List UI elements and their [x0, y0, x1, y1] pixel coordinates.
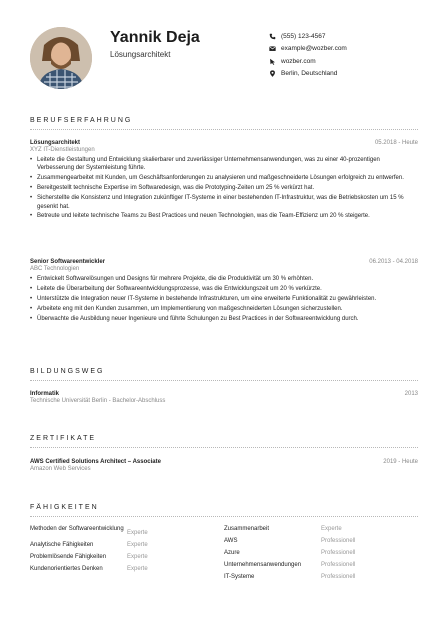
contact-list — [268, 30, 347, 80]
entry-date: 06.2013 - 04.2018 — [369, 259, 418, 265]
bullet-item: • Leitete die Gestaltung und Entwicklung skalierbarer und zuverlässiger Unternehmensanwendungen, was zu einer 40-prozentigen Verbesserung der Systemleistung führte. — [30, 156, 418, 173]
contact-website — [268, 55, 347, 68]
skill-name: Zusammenarbeit — [224, 526, 270, 532]
location-pin-icon — [268, 70, 277, 78]
contact-phone — [268, 30, 347, 43]
section-divider — [30, 380, 418, 381]
contact-location — [268, 68, 347, 81]
experience-heading: BERUFSERFAHRUNG — [30, 117, 133, 124]
skill-level: Experte — [127, 542, 148, 548]
contact-email — [268, 43, 347, 56]
entry-company: ABC Technologien — [30, 266, 80, 272]
skill-name: Problemlösende Fähigkeiten — [30, 554, 107, 560]
bullet-item: • Sicherstellte die Konsistenz und Integration zukünftiger IT-Systeme in einer bestehenden IT-Infrastruktur, was die Betriebskosten um 15 % gesenkt hat. — [30, 194, 418, 211]
entry-issuer: Amazon Web Services — [30, 466, 91, 472]
experience-entry — [30, 140, 418, 222]
skill-item — [224, 562, 418, 570]
skill-level: Experte — [321, 526, 342, 532]
skills-column-right — [224, 526, 418, 586]
skill-item — [224, 538, 418, 546]
skill-item — [224, 574, 418, 582]
experience-entry — [30, 259, 418, 325]
location-text: Berlin, Deutschland — [281, 70, 338, 78]
candidate-name: Yannik Deja — [110, 29, 200, 46]
bullet-item: • Bereitgestellt technische Expertise im Softwaredesign, was die Prototyping-Zeiten um 25 % verkürzt hat. — [30, 184, 418, 192]
section-divider — [30, 129, 418, 130]
entry-title: Senior Softwareentwickler — [30, 259, 106, 265]
link-icon — [268, 57, 277, 65]
entry-title: Lösungsarchitekt — [30, 140, 81, 146]
profile-photo-image — [30, 27, 92, 89]
bullet-list — [30, 275, 418, 323]
skill-name: Kundenorientiertes Denken — [30, 566, 103, 572]
skill-item — [224, 526, 418, 534]
certificate-entry — [30, 459, 418, 472]
skill-name: Methoden der Softwareentwicklung — [30, 526, 124, 532]
skill-level: Professionell — [321, 538, 356, 544]
skill-level: Professionell — [321, 574, 356, 580]
email-text[interactable]: example@wozber.com — [281, 45, 347, 53]
entry-title: Informatik — [30, 391, 60, 397]
phone-icon — [268, 32, 277, 40]
skill-level: Professionell — [321, 550, 356, 556]
skills-heading: FÄHIGKEITEN — [30, 504, 99, 511]
skills-column-left — [30, 526, 224, 586]
skill-name: Unternehmensanwendungen — [224, 562, 302, 568]
skill-item — [30, 554, 224, 562]
bullet-item: • Entwickelt Softwarelösungen und Designs für mehrere Projekte, die die Produktivität um 30 % erhöhten. — [30, 275, 418, 283]
skill-item — [224, 550, 418, 558]
avatar — [30, 27, 92, 89]
bullet-item: • Arbeitete eng mit den Kunden zusammen, um Implementierung von maßgeschneiderten Lösungen sicherzustellen. — [30, 305, 418, 313]
skills-grid — [30, 526, 418, 586]
skill-level: Experte — [127, 566, 148, 572]
section-divider — [30, 516, 418, 517]
job-title: Lösungsarchitekt — [110, 50, 171, 59]
bullet-item: • Überwachte die Ausbildung neuer Ingenieure und führte Schulungen zu Best Practices in der Softwareentwicklung durch. — [30, 315, 418, 323]
entry-date: 05.2018 - Heute — [374, 140, 418, 146]
education-entry — [30, 391, 418, 404]
certificates-heading: ZERTIFIKATE — [30, 435, 97, 442]
entry-company: XYZ IT-Dienstleistungen — [30, 147, 95, 153]
bullet-list — [30, 156, 418, 221]
website-text[interactable]: wozber.com — [281, 57, 316, 65]
entry-institution: Technische Universität Berlin - Bachelor-Abschluss — [30, 398, 166, 404]
skill-level: Professionell — [321, 562, 356, 568]
skill-item — [30, 526, 224, 538]
entry-title: AWS Certified Solutions Architect – Associate — [30, 459, 161, 465]
skill-name: Azure — [224, 550, 240, 556]
envelope-icon — [268, 45, 277, 53]
education-heading: BILDUNGSWEG — [30, 368, 105, 375]
skill-name: Analytische Fähigkeiten — [30, 542, 94, 548]
bullet-item: • Zusammengearbeitet mit Kunden, um Geschäftsanforderungen zu analysieren und maßgeschneiderte Lösungen erfolgreich zu entwerfen. — [30, 174, 418, 182]
skill-name: IT-Systeme — [224, 574, 255, 580]
skill-item — [30, 542, 224, 550]
entry-date: 2019 - Heute — [383, 459, 418, 465]
skill-level: Experte — [127, 530, 148, 536]
entry-date: 2013 — [404, 391, 418, 397]
skill-item — [30, 566, 224, 574]
bullet-item: • Leitete die Überarbeitung der Softwareentwicklungsprozesse, was die Entwicklungszeit um 20 % verkürzte. — [30, 285, 418, 293]
skill-name: AWS — [224, 538, 238, 544]
skill-level: Experte — [127, 554, 148, 560]
bullet-item: • Unterstützte die Integration neuer IT-Systeme in bestehende Infrastrukturen, um eine erweiterte Funktionalität zu gewährleisten. — [30, 295, 418, 303]
phone-text: (555) 123-4567 — [281, 32, 326, 40]
section-divider — [30, 447, 418, 448]
bullet-item: • Betreute und leitete technische Teams zu Best Practices und neuen Technologien, was die Team-Effizienz um 20 % steigerte. — [30, 212, 418, 220]
